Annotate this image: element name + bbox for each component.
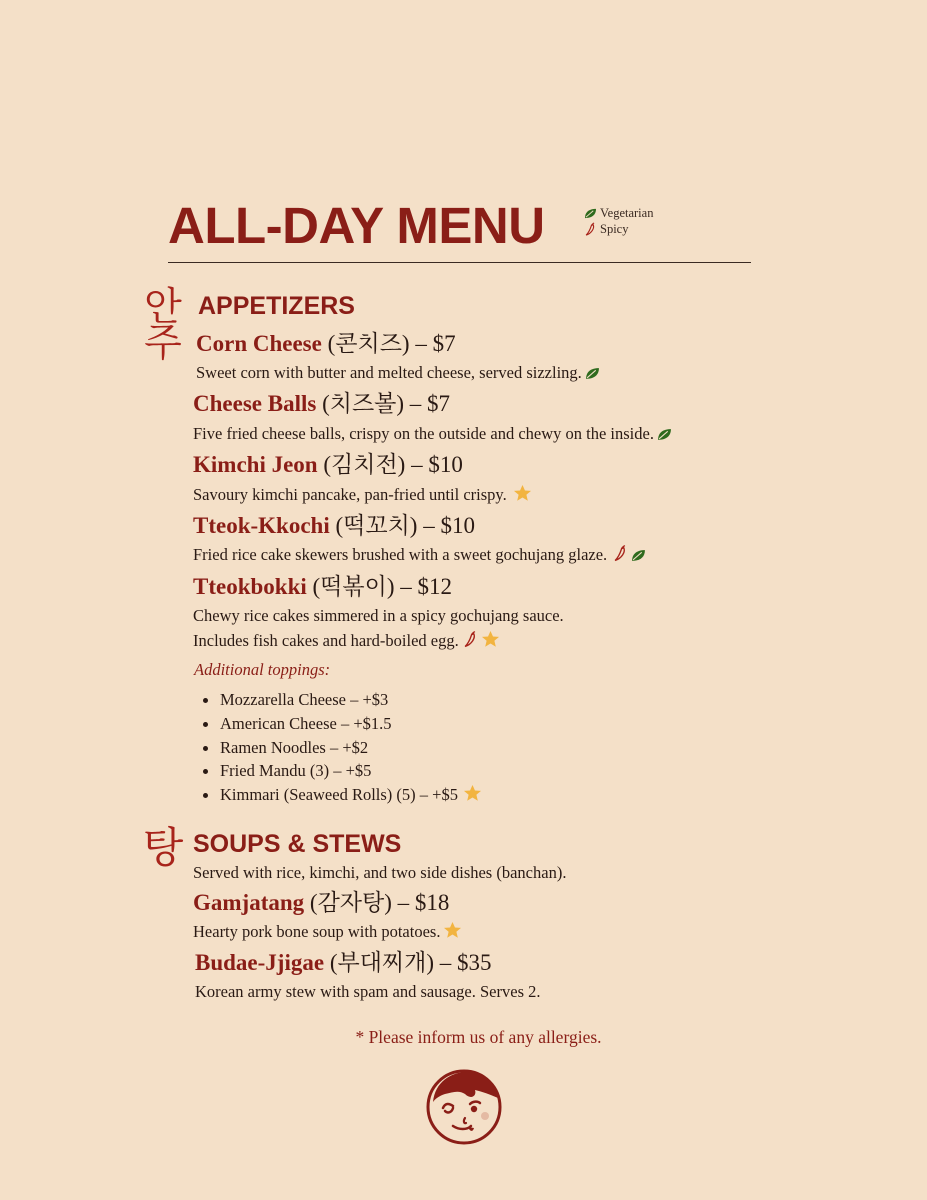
menu-item-title [193, 512, 475, 540]
item-name: Budae-Jjigae [195, 950, 325, 975]
menu-item-description [193, 484, 532, 507]
menu-item-description-line-2 [193, 630, 500, 653]
menu-item-title [193, 573, 452, 601]
item-price: (떡볶이) – $12 [306, 574, 452, 599]
winking-face-logo [425, 1068, 503, 1146]
menu-item-title [193, 451, 463, 479]
item-description-text: Includes fish cakes and hard-boiled egg. [193, 631, 459, 650]
item-description-text: Sweet corn with butter and melted cheese, served sizzling. [196, 363, 582, 382]
legend-spicy-label: Spicy [600, 222, 629, 236]
star-icon [513, 484, 532, 507]
item-name: Tteokbokki [193, 574, 307, 599]
item-description-text: Five fried cheese balls, crispy on the outside and chewy on the inside. [193, 424, 654, 443]
menu-item-description [193, 423, 672, 446]
appetizers-korean-label [140, 285, 186, 366]
menu-item-title [193, 390, 450, 418]
legend-spicy [584, 221, 653, 237]
leaf-icon [657, 425, 672, 446]
appetizers-heading: APPETIZERS [198, 292, 355, 320]
list-item: Mozzarella Cheese – +$3 [220, 688, 482, 712]
chili-pepper-icon [463, 630, 478, 653]
list-item: Ramen Noodles – +$2 [220, 736, 482, 760]
star-icon [481, 630, 500, 653]
leaf-icon [585, 364, 600, 385]
toppings-list [220, 688, 482, 809]
list-item: Fried Mandu (3) – +$5 [220, 759, 482, 783]
allergy-note: * Please inform us of any allergies. [355, 1027, 602, 1047]
list-item-text: Kimmari (Seaweed Rolls) (5) – +$5 [220, 785, 458, 805]
menu-item-description [193, 921, 462, 944]
item-description-text: Hearty pork bone soup with potatoes. [193, 922, 441, 941]
legend-vegetarian-label: Vegetarian [600, 206, 654, 220]
list-item [220, 783, 482, 809]
menu-title: ALL-DAY MENU [168, 197, 545, 254]
title-divider [168, 262, 751, 263]
item-name: Corn Cheese [196, 331, 322, 356]
item-description-text: Savoury kimchi pancake, pan-fried until crispy. [193, 485, 507, 504]
leaf-icon [631, 546, 646, 567]
menu-item-title [195, 949, 492, 977]
chili-pepper-icon [613, 544, 628, 567]
menu-item-description [193, 544, 646, 567]
item-name: Tteok-Kkochi [193, 513, 330, 538]
item-price: (치즈볼) – $7 [316, 391, 451, 416]
item-name: Gamjatang [193, 890, 305, 915]
item-name: Kimchi Jeon [193, 452, 318, 477]
star-icon [443, 921, 462, 944]
menu-item-title [196, 330, 456, 358]
item-price: (감자탕) – $18 [304, 890, 450, 915]
appetizers-korean-char-2: 주 [144, 321, 182, 366]
leaf-icon [584, 208, 597, 219]
menu-item-description-line-1: Chewy rice cakes simmered in a spicy gochujang sauce. [193, 606, 564, 625]
toppings-heading: Additional toppings: [194, 660, 331, 679]
item-name: Cheese Balls [193, 391, 317, 416]
menu-item-title [193, 889, 449, 917]
item-description-text: Fried rice cake skewers brushed with a sweet gochujang glaze. [193, 545, 608, 564]
appetizers-korean-char-1: 안 [144, 285, 182, 330]
icon-legend [584, 205, 653, 237]
list-item: American Cheese – +$1.5 [220, 712, 482, 736]
item-price: (떡꼬치) – $10 [329, 513, 475, 538]
star-icon [463, 784, 482, 809]
item-price: (김치전) – $10 [317, 452, 463, 477]
chili-pepper-icon [584, 222, 597, 236]
item-price: (부대찌개) – $35 [324, 950, 492, 975]
menu-item-description [196, 362, 600, 385]
soups-heading: SOUPS & STEWS [193, 830, 402, 858]
soups-korean-label [140, 823, 186, 872]
soups-korean-char: 탕 [142, 823, 184, 872]
menu-item-description: Korean army stew with spam and sausage. Serves 2. [195, 982, 541, 1001]
item-price: (콘치즈) – $7 [321, 331, 456, 356]
soups-subheading: Served with rice, kimchi, and two side dishes (banchan). [193, 863, 567, 882]
legend-vegetarian [584, 205, 653, 221]
